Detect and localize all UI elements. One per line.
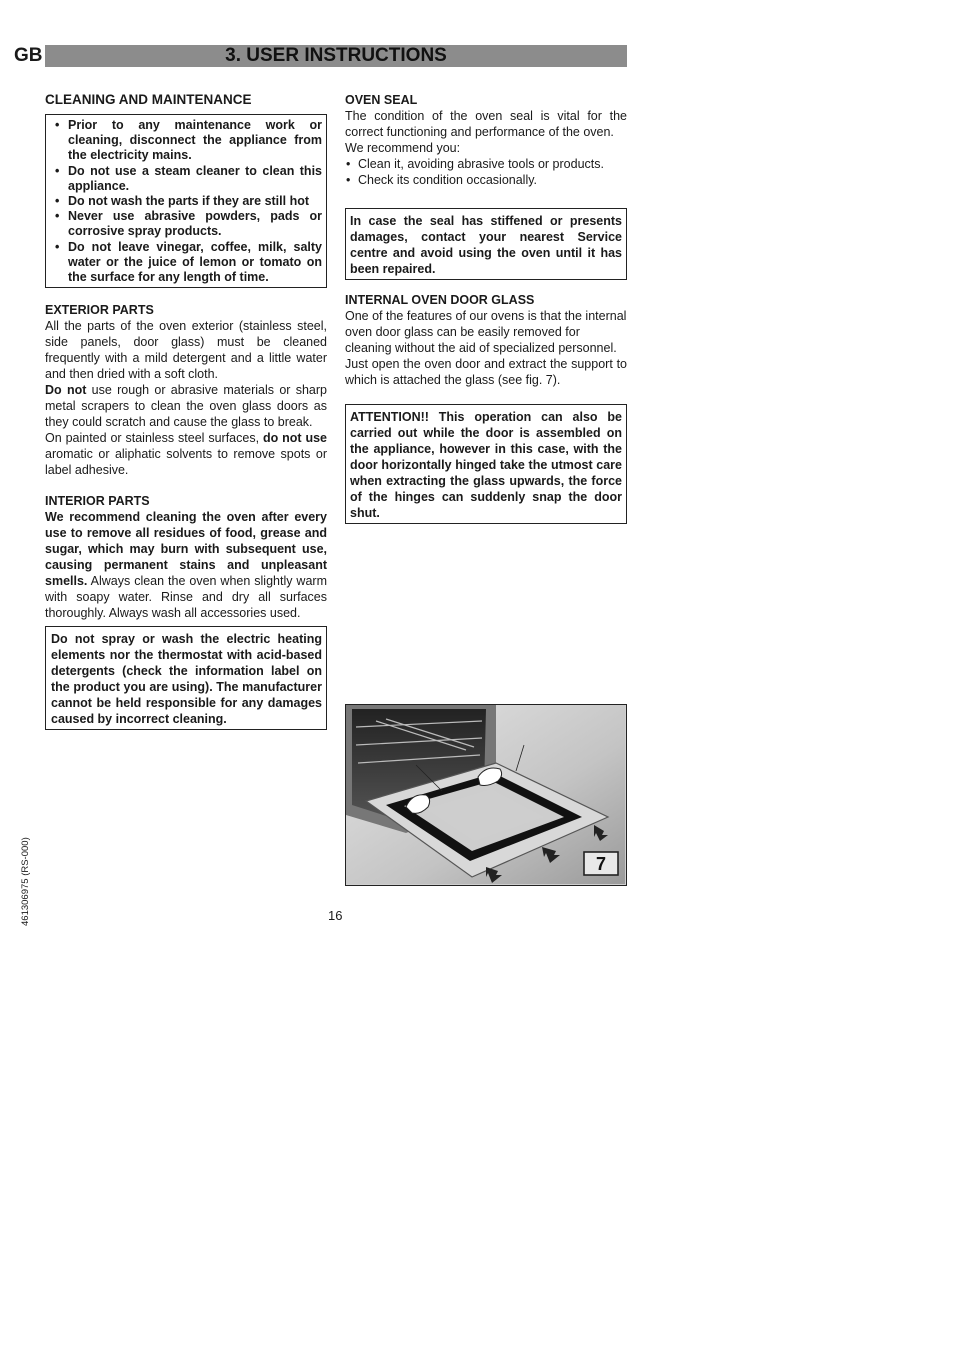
left-column bbox=[45, 92, 327, 730]
page-number: 16 bbox=[328, 908, 343, 923]
glass-paragraph-1: One of the features of our ovens is that the internal oven door glass can be easily removed for cleaning without the aid of specialized personnel. bbox=[345, 309, 627, 355]
seal-recommend-list bbox=[345, 156, 627, 188]
cleaning-warning-box bbox=[45, 114, 327, 288]
interior-emphasis: We recommend cleaning the oven after every use to remove all residues of food, grease and sugar, which may burn with subsequent use, causing permanent stains and unpleasant smells. bbox=[45, 510, 327, 589]
glass-warning-box bbox=[345, 404, 627, 524]
language-code: GB bbox=[14, 45, 43, 66]
exterior-text: aromatic or aliphatic solvents to remove spots or label adhesive. bbox=[45, 447, 327, 478]
oven-door-illustration bbox=[346, 705, 625, 884]
exterior-emphasis: do not use bbox=[262, 431, 327, 446]
warning-item: • Prior to any maintenance work or cleaning, disconnect the appliance from the electricity mains. bbox=[68, 118, 322, 164]
exterior-text: use rough or abrasive materials or sharp metal scrapers to clean the oven glass doors as they could scratch and cause the glass to break. bbox=[45, 383, 327, 430]
interior-text: Always clean the oven when slightly warm with soapy water. Rinse and dry all surfaces thoroughly. Always wash all accessories used. bbox=[45, 574, 327, 621]
seal-item: • Check its condition occasionally. bbox=[358, 172, 627, 188]
glass-paragraph-2: Just open the oven door and extract the support to which is attached the glass (see fig. 7). bbox=[345, 357, 627, 387]
section-header-bar bbox=[45, 45, 627, 67]
exterior-title: EXTERIOR PARTS bbox=[45, 303, 154, 318]
warning-item: • Never use abrasive powders, pads or corrosive spray products. bbox=[68, 209, 322, 239]
warning-item: • Do not leave vinegar, coffee, milk, salty water or the juice of lemon or tomato on the surface for any length of time. bbox=[68, 240, 322, 286]
exterior-paragraph-1: All the parts of the oven exterior (stainless steel, side panels, door glass) must be cleaned frequently with a mild detergent and a little water and then dried with a soft cloth. bbox=[45, 319, 327, 382]
exterior-paragraph-2 bbox=[45, 382, 327, 430]
seal-warning-text: In case the seal has stiffened or presents damages, contact your nearest Service centre and avoid using the oven until it has been repaired. bbox=[350, 214, 622, 276]
seal-paragraph-2: We recommend you: bbox=[345, 141, 461, 155]
section-title: 3. USER INSTRUCTIONS bbox=[225, 45, 447, 66]
cleaning-title: CLEANING AND MAINTENANCE bbox=[45, 92, 252, 107]
right-column bbox=[345, 92, 627, 524]
glass-warning-text: ATTENTION!! This operation can also be carried out while the door is assembled on the appliance, however in this case, with the door horizontally hinged take the utmost care when extracting the glass upwards, the force of the hinges can suddenly snap the door shut. bbox=[350, 410, 622, 520]
glass-title: INTERNAL OVEN DOOR GLASS bbox=[345, 293, 535, 307]
figure-oven-door-glass bbox=[345, 704, 627, 886]
cleaning-warning-list bbox=[50, 118, 322, 285]
interior-title: INTERIOR PARTS bbox=[45, 494, 150, 509]
seal-warning-box bbox=[345, 208, 627, 280]
seal-title: OVEN SEAL bbox=[345, 93, 418, 107]
warning-item: • Do not use a steam cleaner to clean this appliance. bbox=[68, 164, 322, 194]
seal-paragraph-1: The condition of the oven seal is vital for the correct functioning and performance of the oven. bbox=[345, 109, 627, 139]
figure-label: 7 bbox=[595, 854, 607, 874]
exterior-emphasis: Do not bbox=[45, 383, 87, 398]
interior-paragraph bbox=[45, 509, 327, 621]
warning-item: • Do not wash the parts if they are still hot bbox=[68, 194, 322, 209]
seal-item: • Clean it, avoiding abrasive tools or products. bbox=[358, 156, 627, 172]
document-code: 461306975 (RS-000) bbox=[20, 837, 31, 926]
exterior-text: On painted or stainless steel surfaces, bbox=[45, 431, 263, 446]
interior-warning-box bbox=[45, 626, 327, 730]
exterior-paragraph-3 bbox=[45, 430, 327, 478]
interior-warning-text: Do not spray or wash the electric heating elements nor the thermostat with acid-based detergents (check the information label on the product you are using). The manufacturer cannot be held responsible for any damages caused by incorrect cleaning. bbox=[51, 632, 322, 727]
